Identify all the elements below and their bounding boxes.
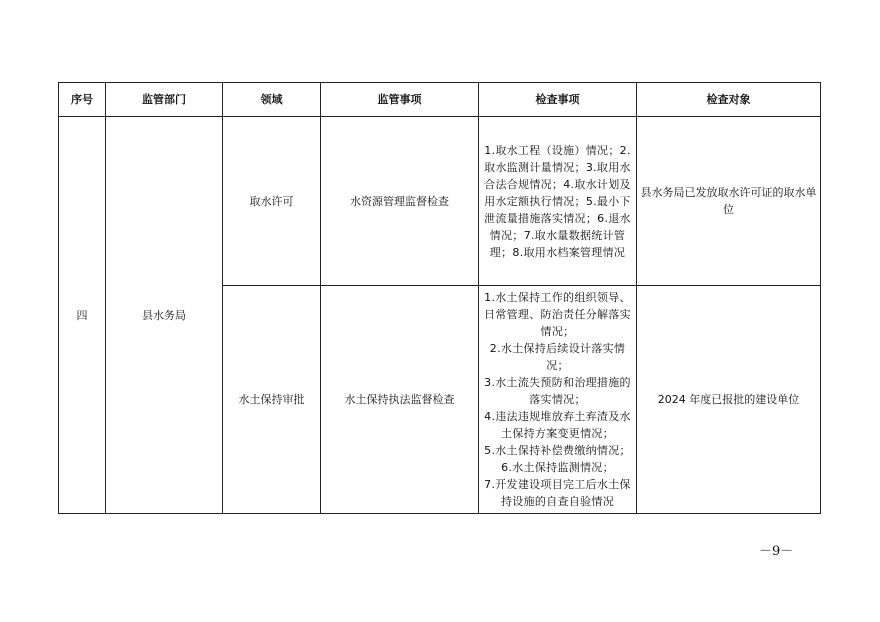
supervision-table [58, 82, 821, 514]
check-item-line: 6.水土保持监测情况； [501, 461, 614, 474]
field-cell: 取水许可 [223, 117, 321, 286]
check-items-cell [479, 286, 637, 514]
check-items-cell [479, 117, 637, 286]
header-check-items: 检查事项 [479, 83, 637, 117]
check-target-cell: 2024 年度已报批的建设单位 [637, 286, 821, 514]
supervision-item-cell: 水土保持执法监督检查 [321, 286, 479, 514]
check-item-line: 3.水土流失预防和治理措施的落实情况； [484, 376, 631, 406]
check-item-line: 2.水土保持后续设计落实情况； [489, 342, 626, 372]
header-department: 监管部门 [106, 83, 223, 117]
supervision-item-cell: 水资源管理监督检查 [321, 117, 479, 286]
field-cell: 水土保持审批 [223, 286, 321, 514]
header-row [59, 83, 821, 117]
serial-cell: 四 [59, 117, 106, 514]
header-field: 领域 [223, 83, 321, 117]
header-serial: 序号 [59, 83, 106, 117]
header-check-target: 检查对象 [637, 83, 821, 117]
check-target-cell: 县水务局已发放取水许可证的取水单位 [637, 117, 821, 286]
check-item-line: 5.水土保持补偿费缴纳情况； [484, 444, 631, 457]
table-row [59, 117, 821, 286]
department-cell: 县水务局 [106, 117, 223, 514]
header-supervision-item: 监管事项 [321, 83, 479, 117]
check-item-line: 4.违法违规堆放弃土弃渣及水土保持方案变更情况； [484, 410, 631, 440]
page-number: －9－ [759, 544, 794, 559]
check-items-text: 1.取水工程（设施）情况；2.取水监测计量情况；3.取用水合法合规情况；4.取水计划及用水定额执行情况；5.最小下泄流量措施落实情况；6.退水情况；7.取水量数据统计管理；8.取用水档案管理情况 [484, 143, 631, 259]
check-item-line: 1.水土保持工作的组织领导、日常管理、防治责任分解落实情况； [484, 291, 631, 338]
check-item-line: 7.开发建设项目完工后水土保持设施的自查自验情况 [484, 478, 631, 508]
